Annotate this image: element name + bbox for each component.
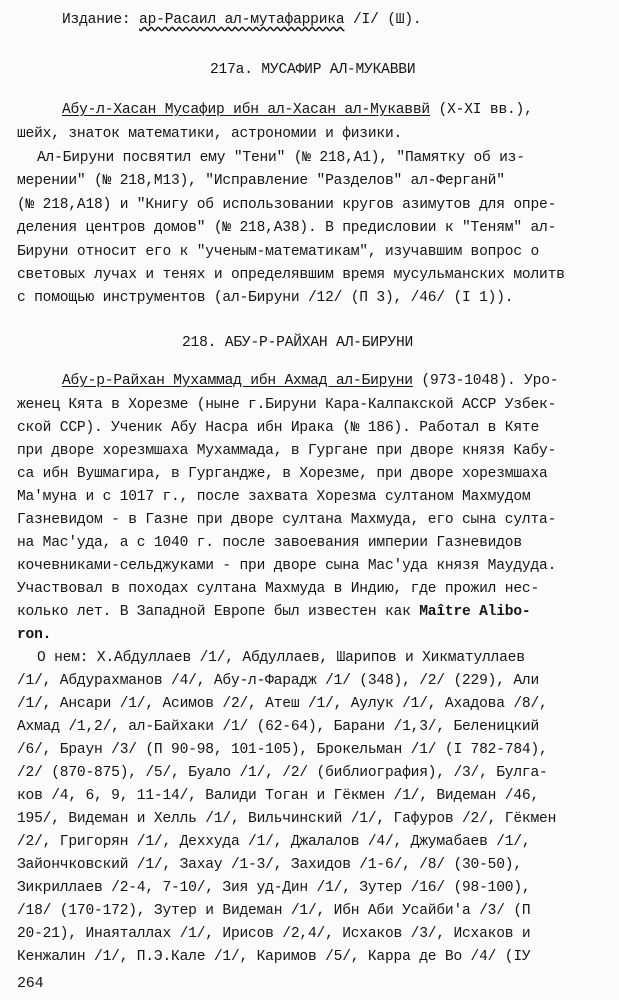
section-218-line: женец Кята в Хорезме (ныне г.Бируни Кара-Калпакской АССР Узбек- <box>17 397 557 413</box>
section-217a-line-1 <box>62 100 533 120</box>
section-217a-dates: (X-XI вв.), <box>429 102 533 118</box>
references-line: /2/ (870-875), /5/, Буало /1/, /2/ (библиография), /3/, Булга- <box>17 765 548 781</box>
section-217a-line: Ал-Бируни посвятил ему "Тени" (№ 218,А1), "Памятку об из- <box>37 150 525 166</box>
section-218-line: при дворе хорезмшаха Мухаммада, в Гургане при дворе князя Кабу- <box>17 443 557 459</box>
section-218-name: Абу-р-Райхан Мухаммад ибн Ахмад ал-Бируни <box>62 373 413 389</box>
references-line: ков /4, 6, 9, 11-14/, Валиди Тоган и Гёкмен /1/, Видеман /46, <box>17 788 540 804</box>
maitre-aliboron-cont: ron. <box>17 627 52 643</box>
section-218-line-1 <box>62 371 558 391</box>
section-217a-line: Бируни относит его к "ученым-математикам", изучавшим вопрос о <box>17 244 540 260</box>
edition-suffix: /I/ (Ш). <box>344 12 422 28</box>
section-218-line: са ибн Вушмагира, в Гургандже, в Хорезме, при дворе хорезмшаха <box>17 466 548 482</box>
references-line: /2/, Григорян /1/, Деххуда /1/, Джалалов /4/, Джумабаев /1/, <box>17 834 531 850</box>
section-218-heading: 218. АБУ-Р-РАЙХАН АЛ-БИРУНИ <box>182 335 414 351</box>
references-line: /1/, Абдурахманов /4/, Абу-л-Фарадж /1/ (348), /2/ (229), Али <box>17 673 540 689</box>
references-line: О нем: Х.Абдуллаев /1/, Абдуллаев, Шарипов и Хикматуллаев <box>37 650 525 666</box>
section-217a-line: мерении" (№ 218,М13), "Исправление "Разделов" ал-Ферганй" <box>17 173 505 189</box>
section-218-line: на Мас'уда, а с 1040 г. после завоевания империи Газневидов <box>17 535 522 551</box>
section-217a-line: деления центров домов" (№ 218,А38). В предисловии к "Теням" ал- <box>17 220 557 236</box>
section-218-line: Газневидом - в Газне при дворе султана Махмуда, его сына султа- <box>17 512 557 528</box>
edition-prefix: Издание: <box>62 12 140 28</box>
edition-line <box>62 10 421 30</box>
section-218-dates: (973-1048). Уро- <box>412 373 559 389</box>
references-line: 20-21), Инаяталлах /1/, Ирисов /2,4/, Исхаков /3/, Исхаков и <box>17 926 531 942</box>
references-line: /18/ (170-172), Зутер и Видеман /1/, Ибн Аби Усайби'а /3/ (П <box>17 903 531 919</box>
section-218-line: кочевниками-сельджуками - при дворе сына Мас'уда князя Маудуда. <box>17 558 557 574</box>
references-line: Кенжалин /1/, П.Э.Кале /1/, Каримов /5/, Карра де Во /4/ (IУ <box>17 949 531 965</box>
references-line: Ахмад /1,2/, ал-Байхаки /1/ (62-64), Барани /1,3/, Беленицкий <box>17 719 540 735</box>
section-217a-line: шейх, знаток математики, астрономии и физики. <box>17 126 403 142</box>
references-line: Зикриллаев /2-4, 7-10/, Зия уд-Дин /1/, Зутер /16/ (98-100), <box>17 880 531 896</box>
references-line: /6/, Браун /3/ (П 90-98, 101-105), Брокельман /1/ (I 782-784), <box>17 742 548 758</box>
maitre-aliboron: Maître Alibo- <box>419 604 531 620</box>
references-line: /1/, Ансари /1/, Асимов /2/, Атеш /1/, Аулук /1/, Ахадова /8/, <box>17 696 548 712</box>
section-217a-line: с помощью инструментов (ал-Бируни /12/ (П 3), /46/ (I 1)). <box>17 290 514 306</box>
section-217a-name: Абу-л-Хасан Мусафир ибн ал-Хасан ал-Мукаввй <box>62 102 430 118</box>
section-217a-line: световых лучах и тенях и определявшим время мусульманских молитв <box>17 267 565 283</box>
section-217a-line: (№ 218,А18) и "Книгу об использовании кругов азимутов для опре- <box>17 197 557 213</box>
references-line: Зайончковский /1/, Захау /1-3/, Захидов /1-6/, /8/ (30-50), <box>17 857 522 873</box>
section-217a-heading: 217а. МУСАФИР АЛ-МУКАВВИ <box>210 62 416 78</box>
section-218-line-maitre <box>17 602 530 622</box>
edition-title: ар-Расаил ал-мутафаррика <box>139 12 345 28</box>
section-218-line: Ма'муна и с 1017 г., после захвата Хорезма султаном Махмудом <box>17 489 531 505</box>
references-line: 195/, Видеман и Хелль /1/, Вильчинский /1/, Гафуров /2/, Гёкмен <box>17 811 557 827</box>
section-218-line: ской ССР). Ученик Абу Насра ибн Ирака (№ 186). Работал в Кяте <box>17 420 540 436</box>
section-218-line: Участвовал в походах султана Махмуда в Индию, где прожил нес- <box>17 581 540 597</box>
page-number: 264 <box>17 975 44 992</box>
section-218-text: колько лет. В Западной Европе был известен как <box>17 604 420 620</box>
